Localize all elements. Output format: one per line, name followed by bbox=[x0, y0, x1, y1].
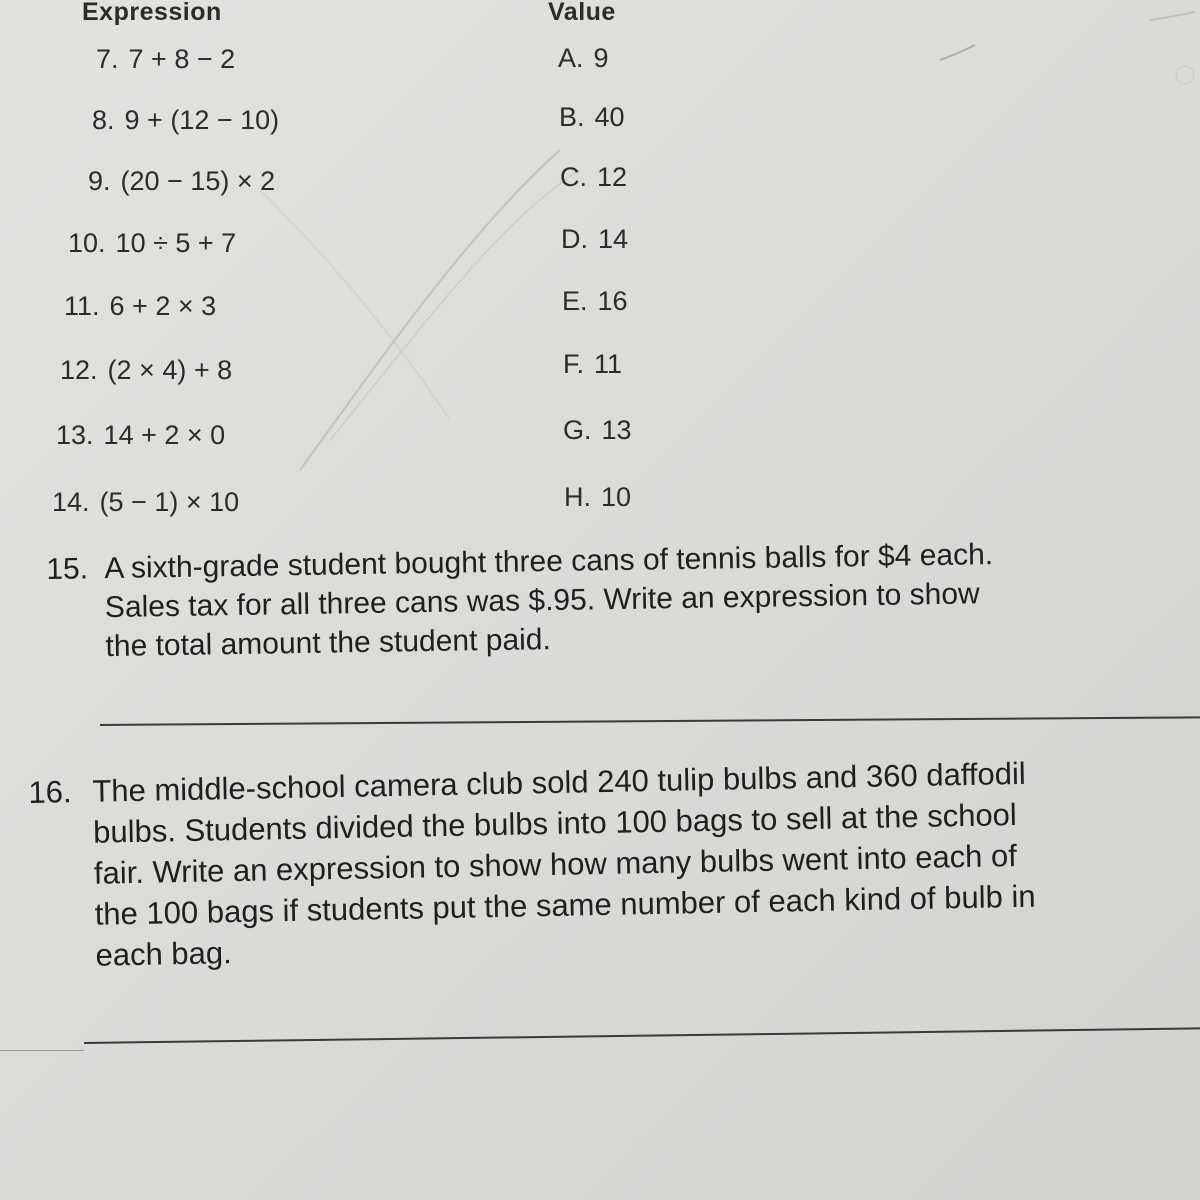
problem-text-line: A sixth-grade student bought three cans of tennis balls for $4 each. bbox=[104, 538, 994, 586]
problem-text-line: the total amount the student paid. bbox=[105, 623, 552, 664]
expression-item bbox=[60, 355, 232, 386]
value-item bbox=[558, 43, 609, 74]
expression-text: 7 + 8 − 2 bbox=[128, 44, 236, 74]
value-number: 10 bbox=[601, 482, 632, 512]
value-number: 16 bbox=[597, 286, 628, 316]
expression-number: 11. bbox=[64, 291, 100, 321]
value-number: 11 bbox=[594, 349, 623, 379]
value-item bbox=[563, 349, 622, 380]
problem-number: 16. bbox=[28, 774, 72, 810]
expression-text: 14 + 2 × 0 bbox=[103, 420, 226, 450]
expression-text: 10 ÷ 5 + 7 bbox=[115, 228, 237, 258]
expression-text: (20 − 15) × 2 bbox=[120, 166, 276, 196]
expression-item bbox=[92, 105, 279, 136]
value-letter: E. bbox=[562, 286, 588, 316]
expression-item bbox=[68, 228, 236, 259]
value-item bbox=[564, 482, 631, 513]
expression-text: 6 + 2 × 3 bbox=[109, 291, 217, 321]
expression-item bbox=[88, 166, 275, 197]
value-item bbox=[561, 224, 628, 255]
problem-text-line: Sales tax for all three cans was $.95. Write an expression to show bbox=[104, 577, 980, 625]
problem-text-line: The middle-school camera club sold 240 tulip bulbs and 360 daffodil bbox=[92, 755, 1026, 809]
expression-header: Expression bbox=[82, 0, 222, 26]
value-letter: C. bbox=[560, 162, 587, 192]
problem-text-line: each bag. bbox=[95, 935, 233, 973]
value-number: 12 bbox=[597, 162, 628, 192]
value-number: 9 bbox=[593, 43, 609, 73]
problem-text-line: fair. Write an expression to show how many bulbs went into each of bbox=[93, 838, 1018, 891]
expression-text: 9 + (12 − 10) bbox=[124, 105, 280, 135]
expression-number: 9. bbox=[88, 166, 111, 196]
value-item bbox=[563, 415, 632, 446]
expression-number: 13. bbox=[56, 420, 94, 450]
value-letter: D. bbox=[561, 224, 588, 254]
page-edge-line bbox=[0, 1050, 84, 1051]
expression-text: (2 × 4) + 8 bbox=[107, 355, 233, 385]
value-number: 13 bbox=[601, 415, 632, 445]
problem-number: 15. bbox=[46, 552, 89, 586]
expression-text: (5 − 1) × 10 bbox=[99, 487, 240, 517]
value-letter: F. bbox=[563, 349, 585, 379]
problem-15 bbox=[46, 535, 995, 667]
value-number: 40 bbox=[594, 102, 625, 132]
answer-line-16[interactable] bbox=[84, 1027, 1200, 1044]
expression-item bbox=[52, 487, 239, 518]
expression-number: 8. bbox=[92, 105, 115, 135]
problem-16 bbox=[28, 753, 1037, 977]
value-number: 14 bbox=[598, 224, 629, 254]
expression-number: 14. bbox=[52, 487, 90, 517]
value-letter: G. bbox=[563, 415, 592, 445]
problem-text-line: bulbs. Students divided the bulbs into 100 bags to sell at the school bbox=[92, 797, 1018, 850]
value-letter: B. bbox=[559, 102, 585, 132]
value-letter: H. bbox=[564, 482, 591, 512]
value-header: Value bbox=[548, 0, 616, 26]
expression-item bbox=[56, 420, 225, 451]
expression-number: 10. bbox=[68, 228, 106, 258]
value-item bbox=[559, 102, 625, 133]
expression-item bbox=[96, 44, 235, 75]
problem-text-line: the 100 bags if students put the same number of each kind of bulb in bbox=[94, 878, 1036, 932]
value-item bbox=[562, 286, 628, 317]
expression-number: 12. bbox=[60, 355, 98, 385]
value-letter: A. bbox=[558, 43, 584, 73]
expression-item bbox=[64, 291, 216, 322]
value-item bbox=[560, 162, 627, 193]
answer-line-15[interactable] bbox=[100, 716, 1200, 726]
expression-number: 7. bbox=[96, 44, 119, 74]
